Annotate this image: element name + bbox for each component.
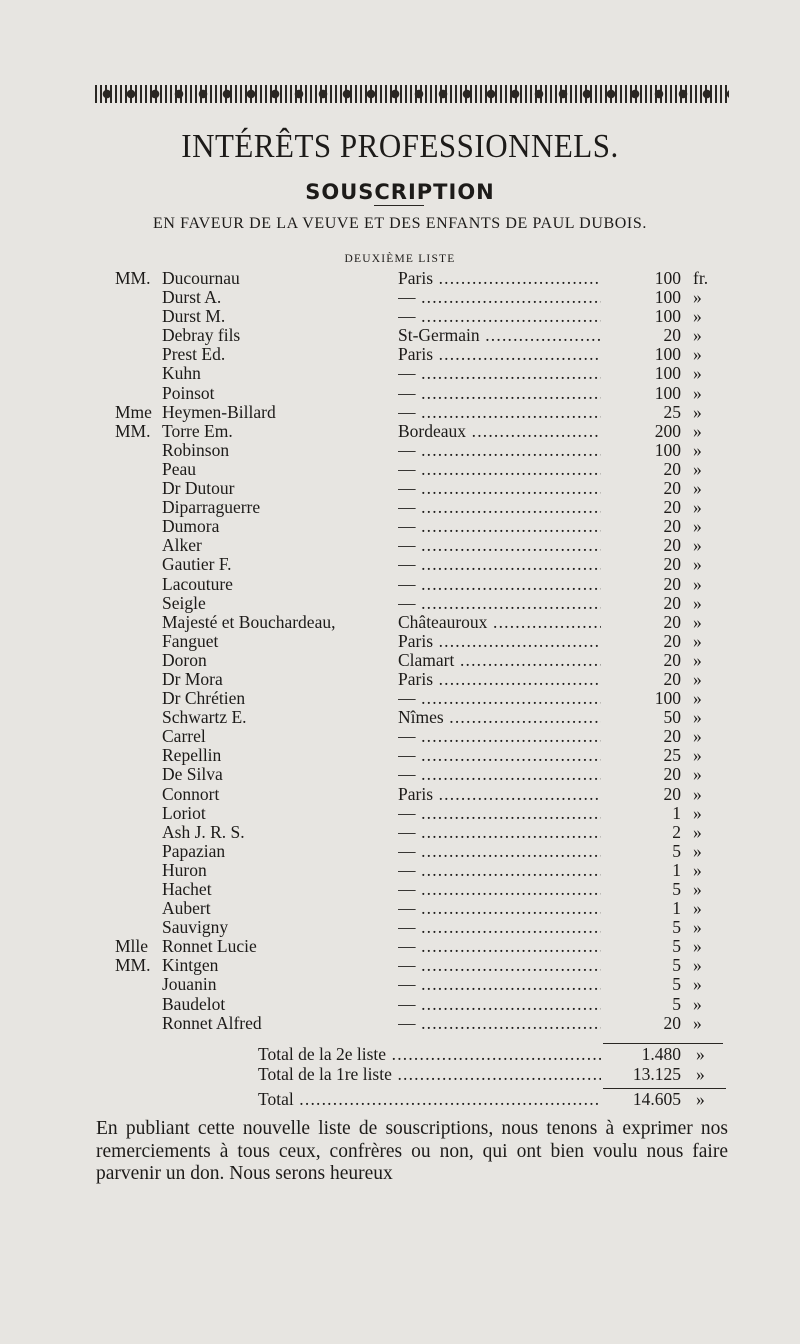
subscriber-place: Paris ..... bbox=[398, 785, 601, 804]
subscriber-unit: » bbox=[693, 363, 702, 384]
subscriber-place: — ..... bbox=[398, 727, 601, 746]
subscriber-amount: 5 bbox=[672, 993, 681, 1014]
subscriber-row bbox=[0, 326, 800, 345]
subscriber-place: Clamart ..... bbox=[398, 651, 601, 670]
subscriber-name: Ash J. R. S. bbox=[162, 821, 245, 842]
subscriber-row bbox=[0, 918, 800, 937]
subscriber-name: Huron bbox=[162, 859, 207, 880]
subscriber-row bbox=[0, 956, 800, 975]
subscriber-row bbox=[0, 403, 800, 422]
subscriber-row bbox=[0, 345, 800, 364]
subscriber-amount: 20 bbox=[663, 554, 681, 575]
subscriber-place: — ..... bbox=[398, 861, 601, 880]
subscriber-name: Poinsot bbox=[162, 382, 215, 403]
subscriber-place: — ..... bbox=[398, 995, 601, 1014]
subscriber-name: Sauvigny bbox=[162, 917, 229, 938]
subscriber-name: Ronnet Alfred bbox=[162, 1012, 262, 1033]
subscriber-name: Diparraguerre bbox=[162, 497, 261, 518]
total-amount: 1.480 bbox=[641, 1044, 681, 1064]
subscriber-name: Dr Chrétien bbox=[162, 688, 246, 709]
subscriber-name: Majesté et Bouchardeau, bbox=[162, 611, 336, 632]
subscriber-name: Dr Dutour bbox=[162, 478, 235, 499]
subscriber-row bbox=[0, 594, 800, 613]
subscriber-row bbox=[0, 1014, 800, 1033]
subscriber-unit: » bbox=[693, 497, 702, 518]
subscriber-amount: 25 bbox=[663, 401, 681, 422]
subscriber-name: Ronnet Lucie bbox=[162, 936, 257, 957]
subscriber-unit: » bbox=[693, 955, 702, 976]
subscriber-name: De Silva bbox=[162, 764, 223, 785]
subscriber-row bbox=[0, 307, 800, 326]
subscriber-row bbox=[0, 651, 800, 670]
subscriber-row bbox=[0, 842, 800, 861]
subscriber-place: — ..... bbox=[398, 288, 601, 307]
total-label: Total de la 2e liste ..... bbox=[258, 1045, 601, 1064]
subscriber-place: — ..... bbox=[398, 536, 601, 555]
subscriber-unit: » bbox=[693, 439, 702, 460]
section-title: INTÉRÊTS PROFESSIONNELS. bbox=[181, 126, 619, 165]
subscriber-row bbox=[0, 995, 800, 1014]
subscriber-name: Aubert bbox=[162, 898, 211, 919]
subscriber-amount: 5 bbox=[672, 936, 681, 957]
subscriber-name: Robinson bbox=[162, 439, 230, 460]
subscriber-row bbox=[0, 536, 800, 555]
subscriber-place: — ..... bbox=[398, 823, 601, 842]
subscriber-place: Châteauroux ..... bbox=[398, 613, 601, 632]
subscriber-amount: 20 bbox=[663, 478, 681, 499]
subscriber-amount: 5 bbox=[672, 917, 681, 938]
subscriber-place: Paris ..... bbox=[398, 269, 601, 288]
subscriber-place: — ..... bbox=[398, 575, 601, 594]
subscriber-amount: 20 bbox=[663, 458, 681, 479]
subscriber-row bbox=[0, 555, 800, 574]
subscriber-row bbox=[0, 727, 800, 746]
decorative-ornament-band bbox=[95, 85, 729, 103]
subscriber-unit: » bbox=[693, 306, 702, 327]
subscriber-row bbox=[0, 765, 800, 784]
subscriber-name: Prest Ed. bbox=[162, 344, 226, 365]
subscriber-title: Mme bbox=[115, 401, 152, 422]
subscriber-name: Baudelot bbox=[162, 993, 226, 1014]
subscriber-row bbox=[0, 632, 800, 651]
subscriber-place: — ..... bbox=[398, 460, 601, 479]
subscriber-unit: » bbox=[693, 554, 702, 575]
subscriber-unit: » bbox=[693, 611, 702, 632]
subscriber-name: Durst A. bbox=[162, 287, 222, 308]
subscriber-place: — ..... bbox=[398, 765, 601, 784]
subscriber-name: Connort bbox=[162, 783, 220, 804]
subscriber-amount: 20 bbox=[663, 668, 681, 689]
subscriber-place: — ..... bbox=[398, 880, 601, 899]
subscriber-place: — ..... bbox=[398, 975, 601, 994]
subscriber-amount: 100 bbox=[654, 268, 681, 288]
subscriber-amount: 100 bbox=[654, 382, 681, 403]
subscriber-name: Carrel bbox=[162, 726, 206, 747]
subscriber-row bbox=[0, 975, 800, 994]
subscriber-place: Paris ..... bbox=[398, 345, 601, 364]
subscriber-unit: fr. bbox=[693, 268, 709, 288]
subscriber-place: — ..... bbox=[398, 403, 601, 422]
subscriber-unit: » bbox=[693, 649, 702, 670]
subscriber-amount: 20 bbox=[663, 535, 681, 556]
grand-total-unit: » bbox=[696, 1089, 705, 1109]
subscriber-unit: » bbox=[693, 478, 702, 499]
subscriber-name: Kuhn bbox=[162, 363, 201, 384]
subscriber-place: — ..... bbox=[398, 307, 601, 326]
subscriber-place: St-Germain ..... bbox=[398, 326, 601, 345]
subscriber-amount: 25 bbox=[663, 745, 681, 766]
subscriber-name: Papazian bbox=[162, 840, 226, 861]
subscriber-row bbox=[0, 746, 800, 765]
subscriber-amount: 5 bbox=[672, 955, 681, 976]
subscriber-unit: » bbox=[693, 516, 702, 537]
subscriber-place: Paris ..... bbox=[398, 670, 601, 689]
subscriber-unit: » bbox=[693, 745, 702, 766]
total-rule-bottom bbox=[603, 1088, 726, 1089]
subscriber-amount: 1 bbox=[672, 802, 681, 823]
subscriber-amount: 100 bbox=[654, 344, 681, 365]
subscriber-amount: 100 bbox=[654, 306, 681, 327]
subscriber-name: Debray fils bbox=[162, 325, 241, 346]
subscriber-name: Torre Em. bbox=[162, 420, 233, 441]
total-unit: » bbox=[696, 1044, 705, 1064]
subscriber-name: Durst M. bbox=[162, 306, 226, 327]
subscriber-unit: » bbox=[693, 783, 702, 804]
subscriber-place: — ..... bbox=[398, 517, 601, 536]
subscriber-unit: » bbox=[693, 573, 702, 594]
subscriber-amount: 20 bbox=[663, 764, 681, 785]
subscriber-place: — ..... bbox=[398, 899, 601, 918]
subscriber-name: Gautier F. bbox=[162, 554, 232, 575]
subscriber-row bbox=[0, 804, 800, 823]
subscriber-place: — ..... bbox=[398, 918, 601, 937]
subscriber-place: — ..... bbox=[398, 842, 601, 861]
total-rule-top bbox=[603, 1043, 723, 1044]
subscriber-title: MM. bbox=[115, 268, 151, 288]
subscriber-name: Ducournau bbox=[162, 268, 240, 288]
subscriber-unit: » bbox=[693, 974, 702, 995]
subscriber-unit: » bbox=[693, 592, 702, 613]
subscriber-amount: 20 bbox=[663, 497, 681, 518]
subscriber-row bbox=[0, 708, 800, 727]
subscriber-row bbox=[0, 479, 800, 498]
grand-total-label: Total ..... bbox=[258, 1090, 601, 1109]
subscriber-amount: 20 bbox=[663, 573, 681, 594]
subscriber-place: — ..... bbox=[398, 746, 601, 765]
subscriber-name: Dumora bbox=[162, 516, 220, 537]
subscriber-unit: » bbox=[693, 802, 702, 823]
heading-underline bbox=[374, 205, 424, 206]
subscriber-name: Repellin bbox=[162, 745, 222, 766]
subscriber-unit: » bbox=[693, 401, 702, 422]
subscriber-unit: » bbox=[693, 630, 702, 651]
subscriber-row bbox=[0, 823, 800, 842]
subscriber-amount: 20 bbox=[663, 630, 681, 651]
subscriber-place: — ..... bbox=[398, 1014, 601, 1033]
grand-total-row bbox=[0, 1090, 800, 1110]
subscriber-unit: » bbox=[693, 898, 702, 919]
subscriber-name: Jouanin bbox=[162, 974, 217, 995]
subscriber-unit: » bbox=[693, 859, 702, 880]
subscriber-amount: 5 bbox=[672, 974, 681, 995]
subscriber-place: — ..... bbox=[398, 689, 601, 708]
subscriber-amount: 2 bbox=[672, 821, 681, 842]
subscriber-unit: » bbox=[693, 344, 702, 365]
subscriber-row bbox=[0, 269, 800, 288]
subscriber-row bbox=[0, 364, 800, 383]
subscriber-amount: 20 bbox=[663, 611, 681, 632]
subscriber-unit: » bbox=[693, 535, 702, 556]
subscriber-row bbox=[0, 689, 800, 708]
subscriber-row bbox=[0, 517, 800, 536]
subscriber-unit: » bbox=[693, 420, 702, 441]
subscriber-row bbox=[0, 899, 800, 918]
subscriber-name: Fanguet bbox=[162, 630, 219, 651]
subscriber-row bbox=[0, 861, 800, 880]
closing-paragraph: En publiant cette nouvelle liste de souscriptions, nous tenons à exprimer nos remerciements à tous ceux, confrères ou non, qui ont bien voulu nous faire parvenir un don. Nous serons heureux bbox=[96, 1118, 728, 1184]
subscriber-amount: 5 bbox=[672, 879, 681, 899]
total-row-second-list bbox=[0, 1045, 800, 1065]
subscriber-place: — ..... bbox=[398, 364, 601, 383]
total-label: Total de la 1re liste ..... bbox=[258, 1065, 601, 1084]
subscription-heading: SOUSCRIPTION bbox=[305, 180, 495, 204]
subscriber-name: Heymen-Billard bbox=[162, 401, 276, 422]
subscriber-name: Alker bbox=[162, 535, 202, 556]
subscriber-unit: » bbox=[693, 764, 702, 785]
subscriber-unit: » bbox=[693, 668, 702, 689]
subscriber-name: Lacouture bbox=[162, 573, 233, 594]
subscriber-amount: 20 bbox=[663, 592, 681, 613]
subscription-caption: EN FAVEUR DE LA VEUVE ET DES ENFANTS DE PAUL DUBOIS. bbox=[153, 215, 647, 232]
subscriber-place: — ..... bbox=[398, 441, 601, 460]
subscriber-unit: » bbox=[693, 287, 702, 308]
subscriber-name: Seigle bbox=[162, 592, 206, 613]
subscriber-unit: » bbox=[693, 993, 702, 1014]
subscriber-unit: » bbox=[693, 879, 702, 899]
totals-block bbox=[0, 1045, 800, 1110]
subscriber-list bbox=[0, 269, 800, 1033]
subscriber-amount: 20 bbox=[663, 726, 681, 747]
subscriber-row bbox=[0, 384, 800, 403]
subscriber-place: Bordeaux ..... bbox=[398, 422, 601, 441]
subscriber-unit: » bbox=[693, 936, 702, 957]
subscriber-amount: 20 bbox=[663, 649, 681, 670]
subscriber-amount: 100 bbox=[654, 688, 681, 709]
subscriber-unit: » bbox=[693, 917, 702, 938]
subscriber-name: Schwartz E. bbox=[162, 707, 247, 728]
subscriber-row bbox=[0, 498, 800, 517]
subscriber-name: Dr Mora bbox=[162, 668, 223, 689]
subscriber-amount: 20 bbox=[663, 1012, 681, 1033]
subscriber-unit: » bbox=[693, 325, 702, 346]
subscriber-place: — ..... bbox=[398, 804, 601, 823]
list-label: DEUXIÈME LISTE bbox=[344, 253, 456, 265]
subscriber-unit: » bbox=[693, 726, 702, 747]
subscriber-row bbox=[0, 670, 800, 689]
subscriber-row bbox=[0, 937, 800, 956]
subscriber-amount: 50 bbox=[663, 707, 681, 728]
subscriber-unit: » bbox=[693, 458, 702, 479]
subscriber-row bbox=[0, 785, 800, 804]
subscriber-amount: 100 bbox=[654, 439, 681, 460]
subscriber-name: Doron bbox=[162, 649, 207, 670]
subscriber-amount: 20 bbox=[663, 516, 681, 537]
total-row-first-list bbox=[0, 1065, 800, 1085]
subscriber-unit: » bbox=[693, 821, 702, 842]
subscriber-row bbox=[0, 880, 800, 899]
subscriber-place: — ..... bbox=[398, 555, 601, 574]
subscriber-amount: 20 bbox=[663, 783, 681, 804]
subscriber-title: Mlle bbox=[115, 936, 149, 957]
subscriber-unit: » bbox=[693, 840, 702, 861]
subscriber-name: Peau bbox=[162, 458, 197, 479]
subscriber-place: — ..... bbox=[398, 384, 601, 403]
subscriber-name: Hachet bbox=[162, 879, 212, 899]
subscriber-amount: 20 bbox=[663, 325, 681, 346]
subscriber-name: Loriot bbox=[162, 802, 206, 823]
subscriber-row bbox=[0, 441, 800, 460]
subscriber-place: Nîmes ..... bbox=[398, 708, 601, 727]
subscriber-amount: 100 bbox=[654, 287, 681, 308]
subscriber-place: — ..... bbox=[398, 479, 601, 498]
subscriber-place: — ..... bbox=[398, 594, 601, 613]
subscriber-amount: 5 bbox=[672, 840, 681, 861]
subscriber-amount: 200 bbox=[654, 420, 681, 441]
subscriber-unit: » bbox=[693, 707, 702, 728]
subscriber-title: MM. bbox=[115, 420, 151, 441]
subscriber-amount: 100 bbox=[654, 363, 681, 384]
subscriber-title: MM. bbox=[115, 955, 151, 976]
subscriber-unit: » bbox=[693, 382, 702, 403]
subscriber-row bbox=[0, 288, 800, 307]
subscriber-amount: 1 bbox=[672, 898, 681, 919]
subscriber-amount: 1 bbox=[672, 859, 681, 880]
subscriber-row bbox=[0, 613, 800, 632]
subscriber-place: — ..... bbox=[398, 956, 601, 975]
subscriber-name: Kintgen bbox=[162, 955, 219, 976]
subscriber-unit: » bbox=[693, 1012, 702, 1033]
subscriber-row bbox=[0, 422, 800, 441]
subscriber-place: Paris ..... bbox=[398, 632, 601, 651]
total-amount: 13.125 bbox=[632, 1063, 681, 1084]
subscriber-unit: » bbox=[693, 688, 702, 709]
subscriber-row bbox=[0, 460, 800, 479]
subscriber-row bbox=[0, 575, 800, 594]
grand-total-amount: 14.605 bbox=[632, 1089, 681, 1109]
subscriber-place: — ..... bbox=[398, 498, 601, 517]
total-unit: » bbox=[696, 1063, 705, 1084]
subscriber-place: — ..... bbox=[398, 937, 601, 956]
